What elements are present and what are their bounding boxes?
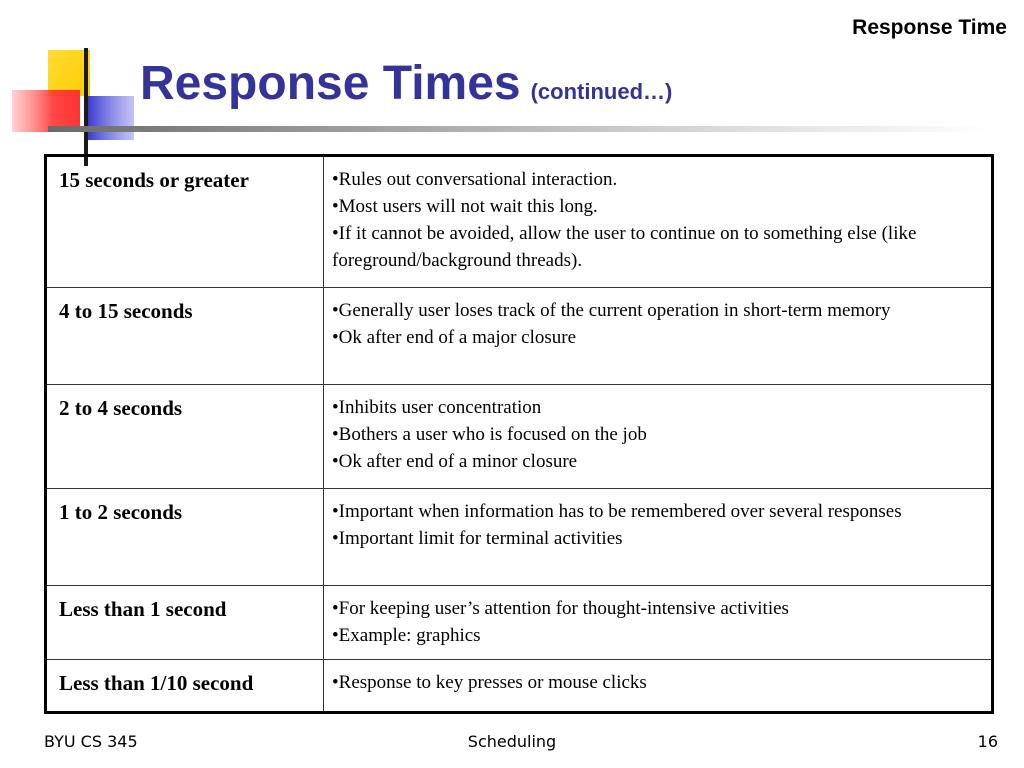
logo-yellow-square (48, 50, 90, 96)
bullet-item: •Rules out conversational interaction. (332, 169, 618, 190)
logo-blue-square (86, 96, 134, 140)
bullet-item: •If it cannot be avoided, allow the user to continue on to something else (like foreground/background threads). (332, 223, 917, 271)
bullet-item: •Inhibits user concentration (332, 397, 542, 418)
table-row (46, 385, 993, 489)
response-time-range: 2 to 4 seconds (46, 385, 324, 489)
response-time-range: 1 to 2 seconds (46, 489, 324, 586)
response-time-description (324, 489, 993, 586)
bullet-item: •For keeping user’s attention for thought-intensive activities (332, 598, 789, 619)
response-time-description (324, 288, 993, 385)
bullet-item: •Response to key presses or mouse clicks (332, 672, 647, 693)
response-time-description (324, 385, 993, 489)
response-time-range: Less than 1 second (46, 586, 324, 660)
response-time-description (324, 586, 993, 660)
table-row (46, 156, 993, 288)
title-main: Response Times (140, 57, 521, 110)
response-time-description (324, 156, 993, 288)
bullet-item: •Ok after end of a major closure (332, 327, 577, 348)
response-time-range: 15 seconds or greater (46, 156, 324, 288)
title-underline (48, 126, 988, 132)
section-label: Response Time (852, 16, 1007, 39)
bullet-item: •Important when information has to be remembered over several responses (332, 501, 902, 522)
footer-page-number: 16 (977, 732, 998, 751)
table-row (46, 288, 993, 385)
response-time-table (44, 154, 994, 714)
footer-course: BYU CS 345 (44, 732, 138, 751)
bullet-item: •Example: graphics (332, 625, 481, 646)
bullet-item: •Bothers a user who is focused on the job (332, 424, 647, 445)
table-row (46, 489, 993, 586)
bullet-item: •Ok after end of a minor closure (332, 451, 578, 472)
decorative-logo (0, 0, 150, 170)
bullet-item: •Most users will not wait this long. (332, 196, 598, 217)
bullet-item: •Important limit for terminal activities (332, 528, 623, 549)
response-time-range: Less than 1/10 second (46, 660, 324, 713)
slide-title (140, 56, 672, 111)
table-row (46, 660, 993, 713)
logo-vertical-bar (84, 48, 88, 166)
footer-topic: Scheduling (467, 732, 557, 751)
response-time-description (324, 660, 993, 713)
title-subtitle: (continued…) (530, 79, 673, 104)
table-row (46, 586, 993, 660)
response-time-range: 4 to 15 seconds (46, 288, 324, 385)
bullet-item: •Generally user loses track of the current operation in short-term memory (332, 300, 891, 321)
